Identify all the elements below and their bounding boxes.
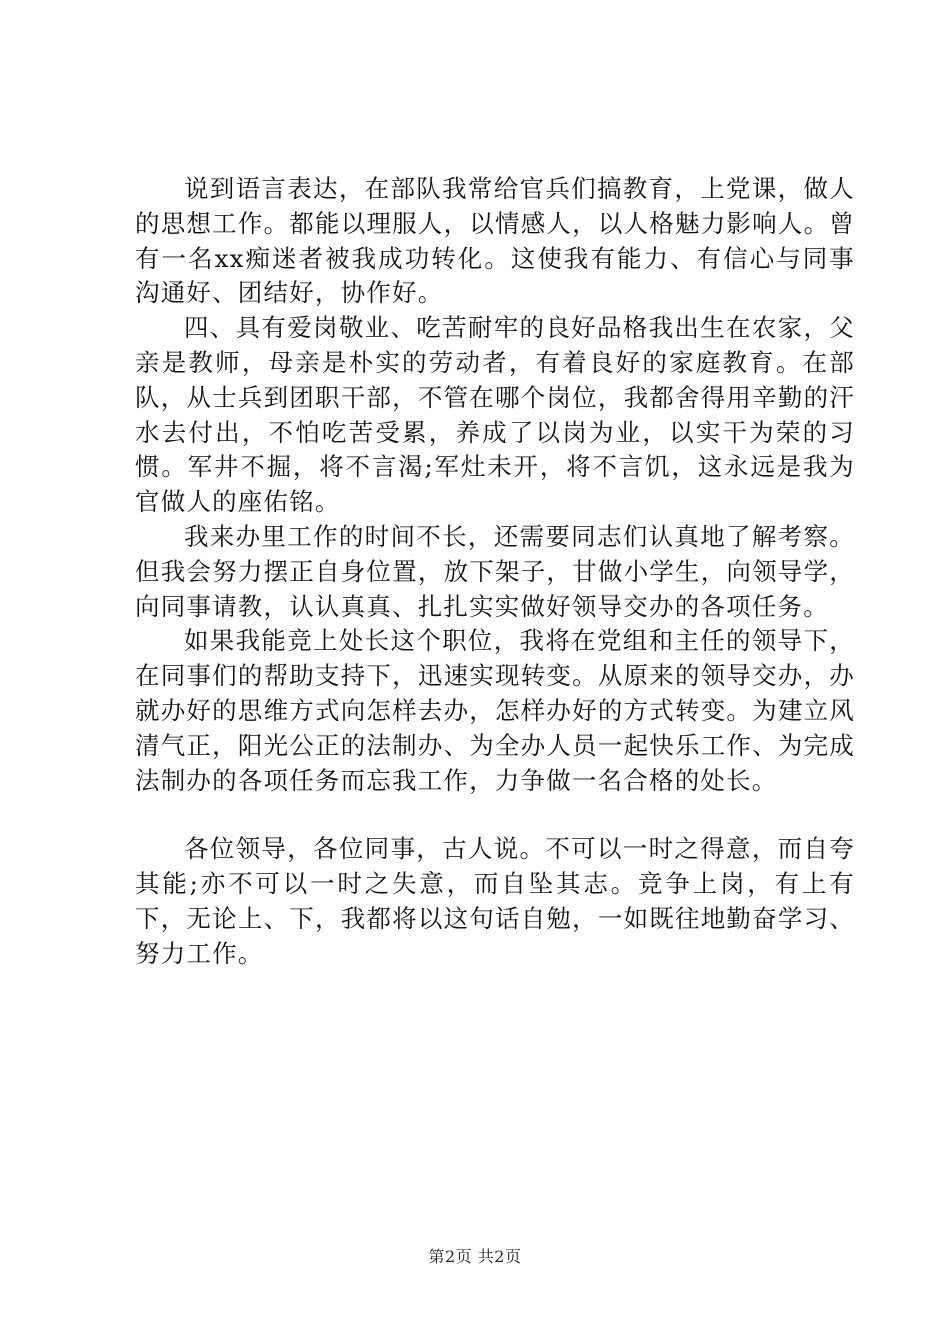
paragraph-if-elected: 如果我能竞上处长这个职位，我将在党组和主任的领导下，在同事们的帮助支持下，迅速实现转变。从原来的领导交办，办就办好的思维方式向怎样去办，怎样办好的方式转变。为建立风清气正，阳光公正的法制办、为全办人员一起快乐工作、为完成法制办的各项任务而忘我工作，力争做一名合格的处长。 <box>135 626 855 795</box>
paragraph-work-ethic: 四、具有爱岗敬业、吃苦耐牢的良好品格我出生在农家，父亲是教师，母亲是朴实的劳动者，有着良好的家庭教育。在部队，从士兵到团职干部，不管在哪个岗位，我都舍得用辛勤的汗水去付出，不怕吃苦受累，养成了以岗为业，以实干为荣的习惯。军井不掘，将不言渴;军灶未开，将不言饥，这永远是我为官做人的座佑铭。 <box>135 313 855 517</box>
page-footer: 第2页 共2页 <box>428 1247 522 1266</box>
document-body <box>135 172 855 972</box>
paragraph-closing: 各位领导，各位同事，古人说。不可以一时之得意，而自夸其能;亦不可以一时之失意，而自坠其志。竞争上岗，有上有下，无论上、下，我都将以这句话自勉，一如既往地勤奋学习、努力工作。 <box>135 834 855 968</box>
paragraph-language-expression: 说到语言表达，在部队我常给官兵们搞教育，上党课，做人的思想工作。都能以理服人，以情感人，以人格魅力影响人。曾有一名xx痴迷者被我成功转化。这使我有能力、有信心与同事沟通好、团结好，协作好。 <box>135 174 855 308</box>
paragraph-new-role: 我来办里工作的时间不长，还需要同志们认真地了解考察。但我会努力摆正自身位置，放下架子，甘做小学生，向领导学，向同事请教，认认真真、扎扎实实做好领导交办的各项任务。 <box>135 521 855 621</box>
